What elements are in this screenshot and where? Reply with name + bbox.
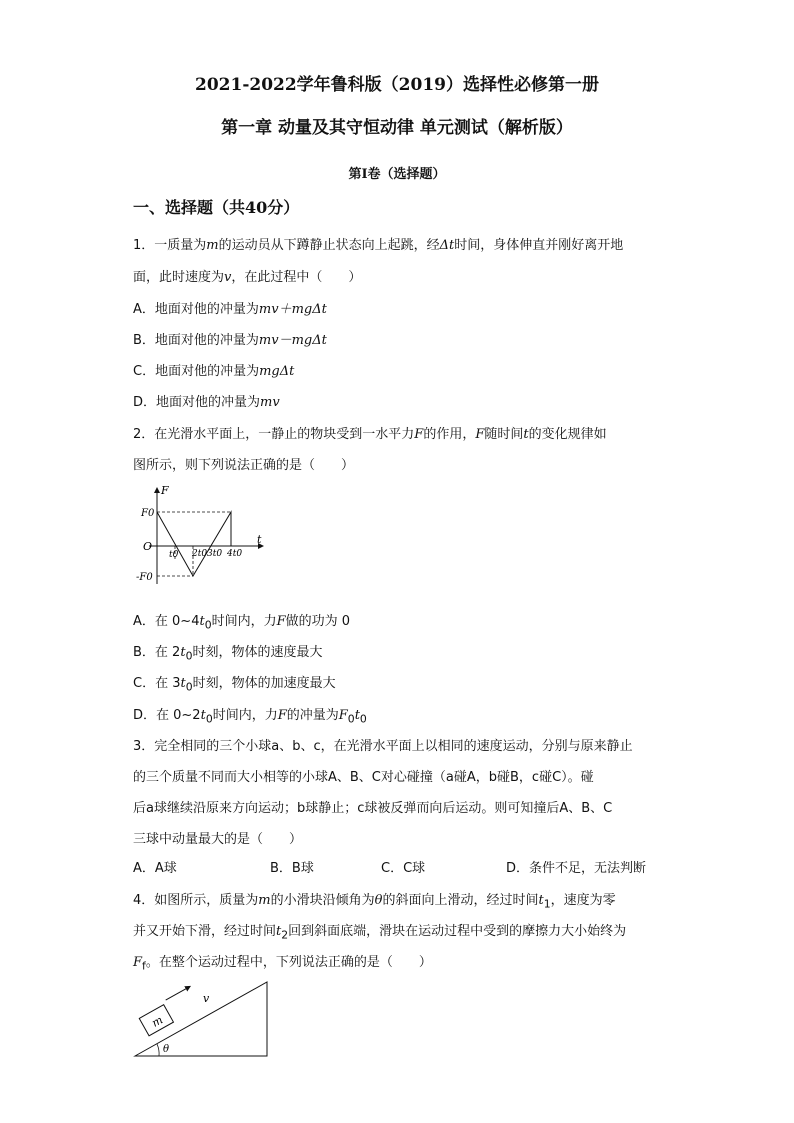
q1-option-c: C．地面对他的冲量为mgΔt xyxy=(133,364,295,379)
neg-f0-label: -F0 xyxy=(136,572,153,583)
section-heading: 一、选择题（共40分） xyxy=(133,198,300,217)
document-title-line1: 2021-2022学年鲁科版（2019）选择性必修第一册 xyxy=(195,75,599,95)
q3-line4: 三球中动量最大的是（ ） xyxy=(133,832,303,847)
block-label: m xyxy=(149,1013,166,1030)
origin-label: O xyxy=(143,540,153,553)
velocity-label: v xyxy=(203,992,210,1005)
q4-line1: 4．如图所示，质量为m的小滑块沿倾角为θ的斜面向上滑动，经过时间$t_1$，速度为零 xyxy=(133,893,616,911)
tick-label-4t0: 4t0 xyxy=(227,549,243,559)
q1-option-b: B．地面对他的冲量为mv－mgΔt xyxy=(133,333,327,348)
q2-option-a: A．在 $0\sim 4t_0$时间内，力F做的功为 0 xyxy=(133,614,351,632)
q3-line2: 的三个质量不同而大小相等的小球A、B、C对心碰撞（a碰A，b碰B，c碰C）。碰 xyxy=(133,770,594,785)
q3-option-b: B．B球 xyxy=(270,861,314,876)
q3-option-c: C．C球 xyxy=(381,861,426,876)
q1-line2: 面，此时速度为v，在此过程中（ ） xyxy=(133,270,362,285)
q2-option-c: C．在 $3t_0$时刻，物体的加速度最大 xyxy=(133,676,336,694)
document-title-line2: 第一章 动量及其守恒动律 单元测试（解析版） xyxy=(221,118,573,138)
q4-line3: $F_f$。在整个运动过程中，下列说法正确的是（ ） xyxy=(133,955,432,973)
q3-option-d: D．条件不足，无法判断 xyxy=(506,861,647,876)
q3-option-a: A．A球 xyxy=(133,861,177,876)
tick-label-3t0: 3t0 xyxy=(207,549,223,559)
angle-arc xyxy=(157,1044,159,1056)
force-time-graph xyxy=(133,480,273,590)
axis-label-f: F xyxy=(161,484,169,497)
angle-label: θ xyxy=(163,1044,170,1055)
volume-heading: 第I卷（选择题） xyxy=(348,167,446,182)
axis-label-t: t xyxy=(257,533,262,546)
q2-line1: 2．在光滑水平面上，一静止的物块受到一水平力F的作用，F随时间t的变化规律如 xyxy=(133,427,607,442)
force-curve xyxy=(157,512,231,576)
q3-line3: 后a球继续沿原来方向运动；b球静止；c球被反弹而向后运动。则可知撞后A、B、C xyxy=(133,801,613,816)
f0-label: F0 xyxy=(141,508,155,519)
q1-option-a: A．地面对他的冲量为mv＋mgΔt xyxy=(133,302,327,317)
q2-option-b: B．在 $2t_0$时刻，物体的速度最大 xyxy=(133,645,323,663)
q1-option-d: D．地面对他的冲量为mv xyxy=(133,395,280,410)
tick-label-t0: t0 xyxy=(169,550,179,560)
incline-figure xyxy=(133,978,273,1060)
q2-line2: 图所示，则下列说法正确的是（ ） xyxy=(133,458,355,473)
tick-label-2t0: 2t0 xyxy=(192,549,208,559)
q3-line1: 3．完全相同的三个小球a、b、c，在光滑水平面上以相同的速度运动，分别与原来静止 xyxy=(133,739,633,754)
q1-line1: 1．一质量为m的运动员从下蹲静止状态向上起跳，经Δt时间，身体伸直并刚好离开地 xyxy=(133,238,624,253)
velocity-arrow xyxy=(166,986,190,1000)
q4-line2: 并又开始下滑，经过时间$t_2$回到斜面底端，滑块在运动过程中受到的摩擦力大小始终为 xyxy=(133,924,627,942)
q2-option-d: D．在 $0\sim 2t_0$时间内，力F的冲量为$F_0t_0$ xyxy=(133,708,367,726)
